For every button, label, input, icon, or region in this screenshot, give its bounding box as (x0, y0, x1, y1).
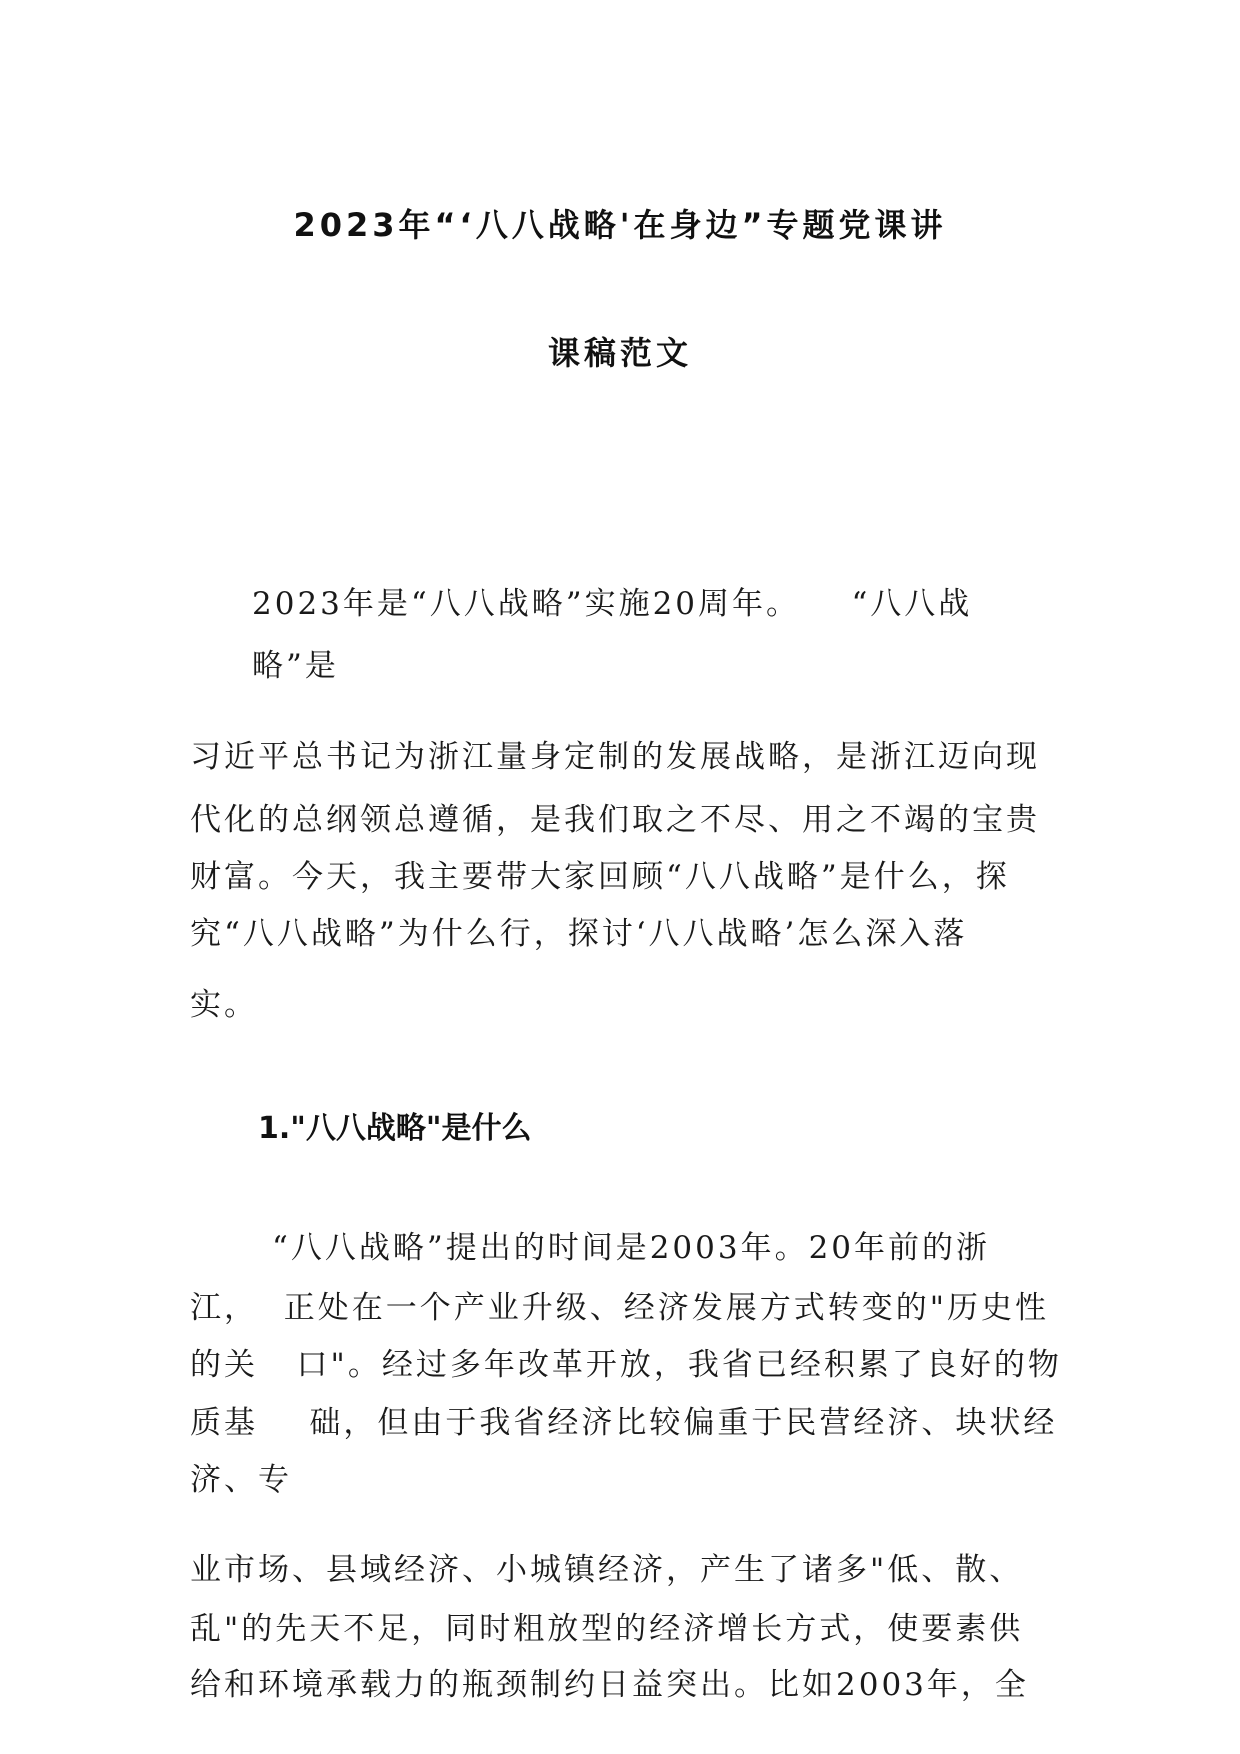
section-1-line-8: 给和环境承载力的瓶颈制约日益突出。比如2003年，全 (190, 1667, 1029, 1703)
intro-line-5: 财富。今天，我主要带大家回顾“八八战略”是什么，探 (190, 859, 1010, 895)
intro-line-3: 习近平总书记为浙江量身定制的发展战略，是浙江迈向现 (190, 739, 1040, 775)
document-title-line-1: 2023年“‘八八战略'在身边”专题党课讲 (293, 206, 947, 244)
section-1-line-1: “八八战略”提出的时间是2003年。20年前的浙 (272, 1230, 991, 1266)
intro-line-2: 略”是 (252, 648, 339, 684)
section-1-line-3: 的关 口"。经过多年改革开放，我省已经积累了良好的物 (190, 1347, 1062, 1383)
section-1-line-2: 江， 正处在一个产业升级、经济发展方式转变的"历史性 (190, 1290, 1049, 1326)
intro-line-1: 2023年是“八八战略”实施20周年。 “八八战 (252, 586, 973, 622)
section-1-heading: 1."八八战略"是什么 (258, 1111, 532, 1146)
section-1-line-7: 乱"的先天不足，同时粗放型的经济增长方式，使要素供 (190, 1611, 1024, 1647)
intro-line-7: 实。 (190, 987, 258, 1023)
intro-line-4: 代化的总纲领总遵循，是我们取之不尽、用之不竭的宝贵 (190, 802, 1040, 838)
section-1-line-6: 业市场、县域经济、小城镇经济，产生了诸多"低、散、 (190, 1552, 1024, 1588)
document-title-line-2: 课稿范文 (547, 334, 692, 372)
section-1-line-5: 济、专 (190, 1462, 292, 1498)
section-1-line-4: 质基 础，但由于我省经济比较偏重于民营经济、块状经 (190, 1405, 1058, 1441)
intro-line-6: 究“八八战略”为什么行，探讨‘八八战略’怎么深入落 (190, 916, 968, 952)
